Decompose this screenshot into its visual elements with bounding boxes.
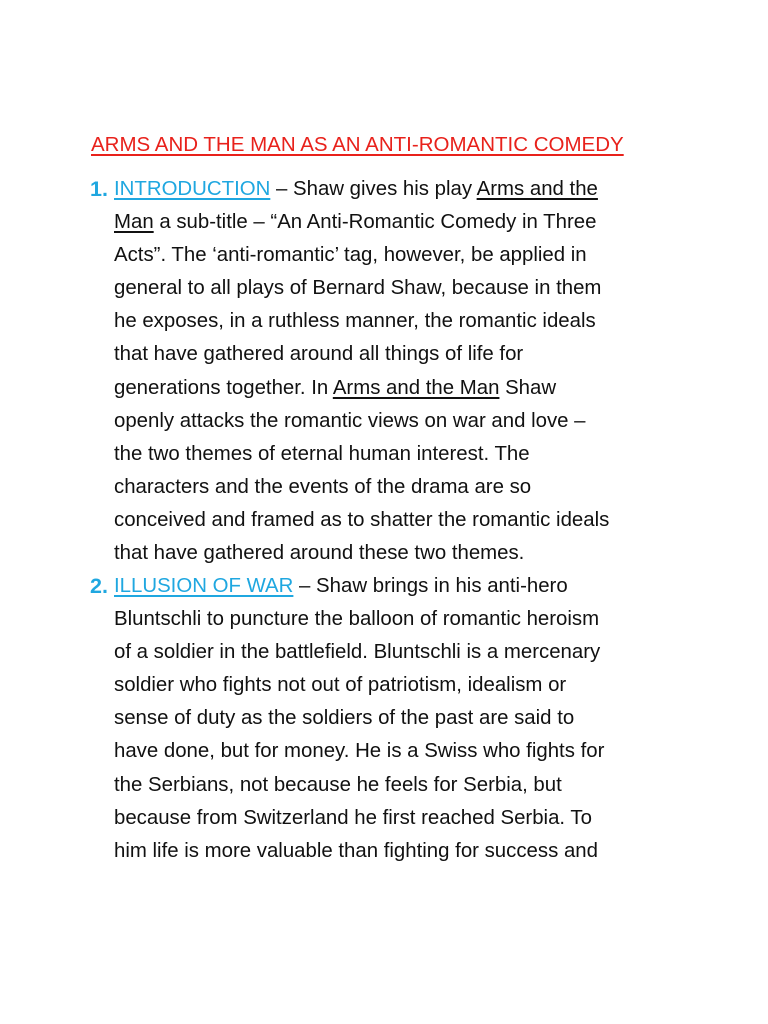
text-run: generations together. In xyxy=(114,376,333,399)
text-run: – Shaw brings in his anti-hero xyxy=(293,575,568,597)
paragraph-line: openly attacks the romantic views on war and love – xyxy=(114,409,586,432)
document-title: ARMS AND THE MAN AS AN ANTI-ROMANTIC COMEDY xyxy=(91,133,624,156)
paragraph-line xyxy=(114,570,686,603)
paragraph-line xyxy=(114,372,686,405)
section-heading: ILLUSION OF WAR xyxy=(114,575,294,597)
play-title-underlined: Arms and the xyxy=(476,178,598,200)
paragraph-line: because from Switzerland he first reached Serbia. To xyxy=(114,806,592,829)
paragraph-line: sense of duty as the soldiers of the past are said to xyxy=(114,707,575,730)
paragraph-line: Acts”. The ‘anti-romantic’ tag, however, be applied in xyxy=(114,244,587,267)
paragraph-line xyxy=(114,206,686,239)
paragraph-line: conceived and framed as to shatter the romantic ideals xyxy=(114,508,610,531)
section-heading: INTRODUCTION xyxy=(114,178,271,200)
section-paragraph xyxy=(114,173,686,570)
text-run: Shaw xyxy=(499,376,557,399)
paragraph-line: the two themes of eternal human interest. The xyxy=(114,442,530,465)
text-run: a sub-title – “An Anti-Romantic Comedy in Three xyxy=(153,211,597,234)
section-paragraph xyxy=(114,570,686,868)
play-title-underlined: Arms and the Man xyxy=(332,376,500,399)
paragraph-line: him life is more valuable than fighting for success and xyxy=(114,839,598,862)
paragraph-line: that have gathered around all things of life for xyxy=(114,343,524,366)
paragraph-line: of a soldier in the battlefield. Bluntschli is a mercenary xyxy=(114,641,601,664)
paragraph-line: the Serbians, not because he feels for Serbia, but xyxy=(114,773,562,796)
list-number: 2. xyxy=(90,574,108,598)
paragraph-line xyxy=(114,173,686,206)
play-title-underlined: Man xyxy=(114,211,154,234)
paragraph-line: characters and the events of the drama are so xyxy=(114,475,532,498)
paragraph-line: have done, but for money. He is a Swiss who fights for xyxy=(114,740,605,763)
list-number: 1. xyxy=(90,177,108,201)
paragraph-line: soldier who fights not out of patriotism, idealism or xyxy=(114,674,567,697)
paragraph-line: that have gathered around these two themes. xyxy=(114,542,525,565)
text-run: – Shaw gives his play xyxy=(270,178,477,200)
paragraph-line: Bluntschli to puncture the balloon of romantic heroism xyxy=(114,608,600,631)
paragraph-line: general to all plays of Bernard Shaw, because in them xyxy=(114,277,602,300)
paragraph-line: he exposes, in a ruthless manner, the romantic ideals xyxy=(114,310,596,333)
